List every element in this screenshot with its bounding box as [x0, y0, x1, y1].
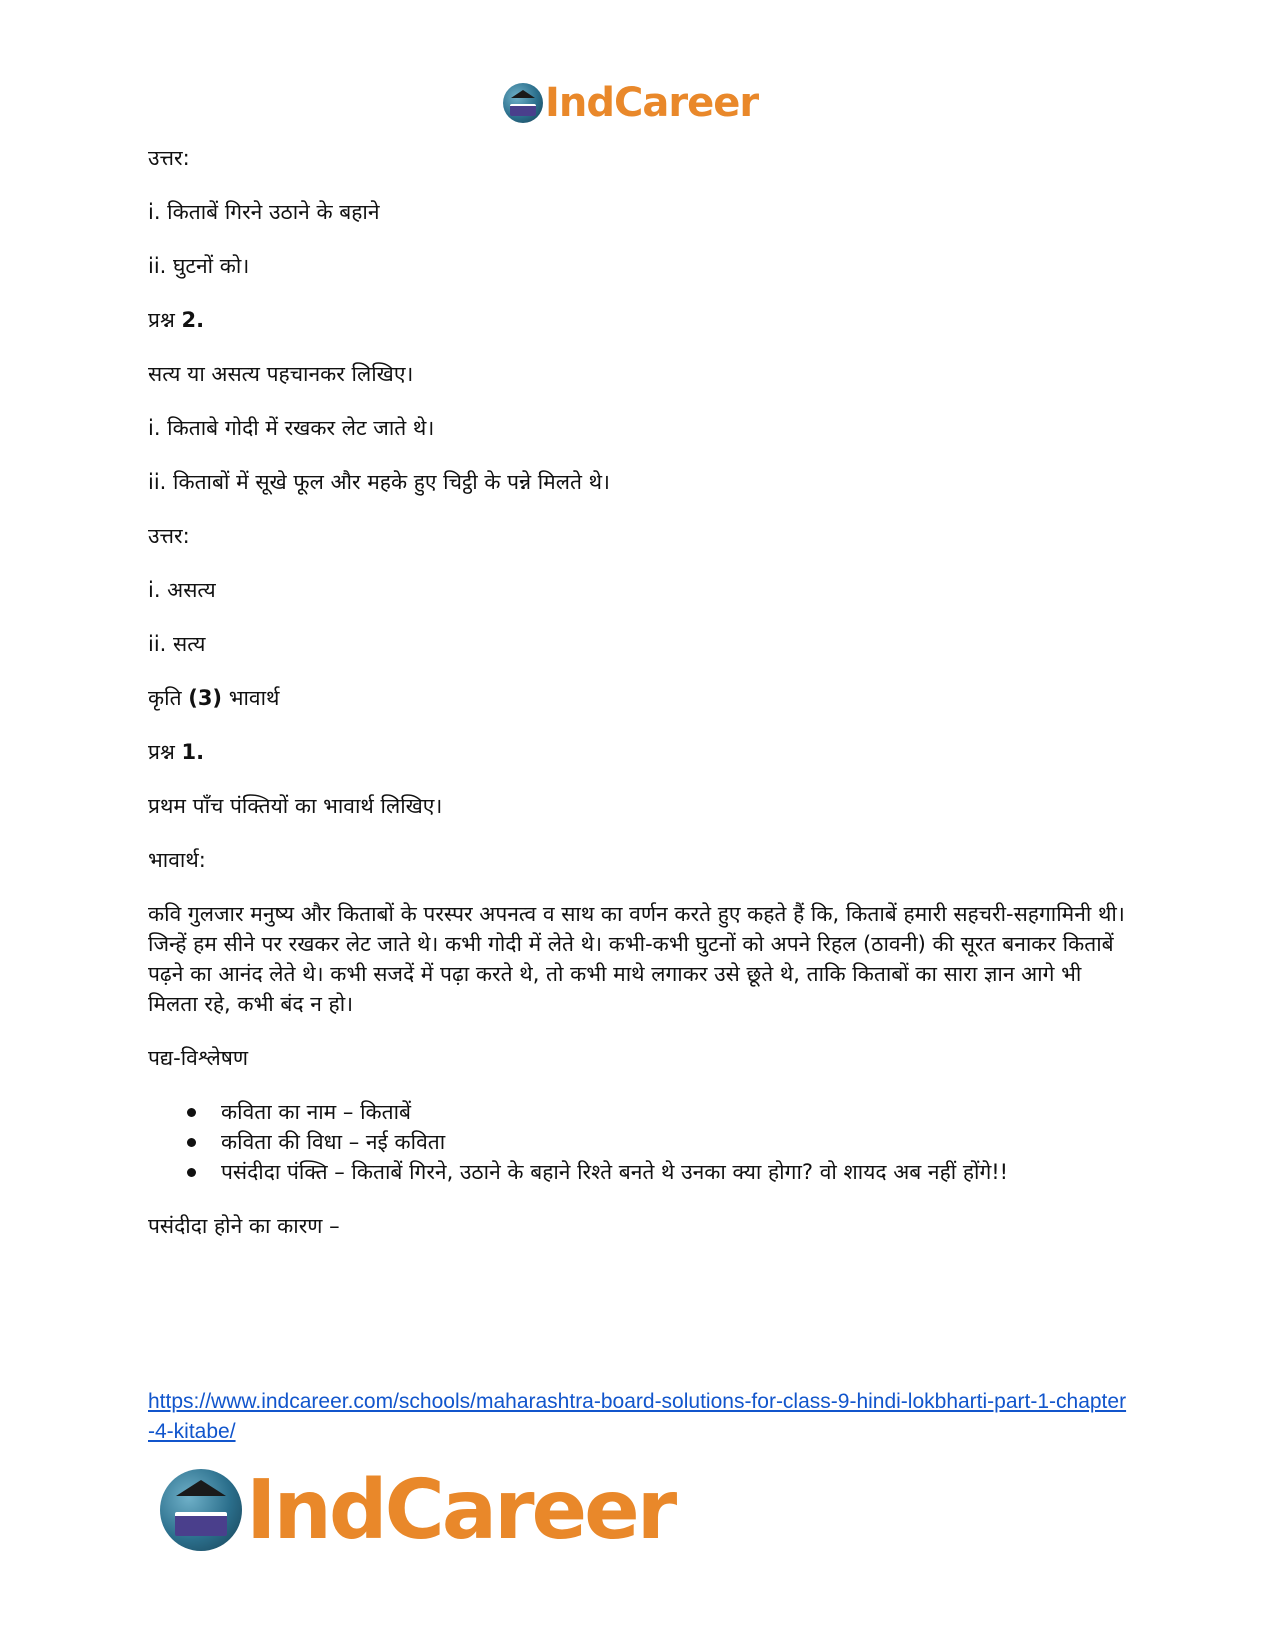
statement-line: ii. किताबों में सूखे फूल और महके हुए चिट्ठी के पन्ने मिलते थे।: [148, 470, 610, 494]
list-item: कविता की विधा – नई कविता: [221, 1127, 1128, 1157]
question-text: प्रथम पाँच पंक्तियों का भावार्थ लिखिए।: [148, 794, 443, 818]
bhavarth-heading: भावार्थ:: [148, 848, 206, 872]
analysis-list: [148, 1097, 1128, 1187]
question-label: प्रश्न: [148, 308, 182, 332]
footer-logo: [160, 1460, 674, 1560]
footer-logo-text: IndCareer: [246, 1462, 675, 1558]
analysis-heading: पद्य-विश्लेषण: [148, 1046, 249, 1070]
answer-heading: उत्तर:: [148, 146, 190, 170]
section-title: भावार्थ: [222, 686, 280, 710]
section-heading: [148, 683, 1128, 713]
question-heading: [148, 305, 1128, 335]
question-number: 2.: [181, 308, 205, 332]
reason-heading: पसंदीदा होने का कारण –: [148, 1214, 340, 1238]
list-item: पसंदीदा पंक्ति – किताबें गिरने, उठाने के बहाने रिश्ते बनते थे उनका क्या होगा? वो शायद अब नहीं होंगे!!: [221, 1157, 1128, 1187]
question-label: प्रश्न: [148, 740, 182, 764]
question-number: 1.: [181, 740, 205, 764]
answer-line: ii. घुटनों को।: [148, 254, 250, 278]
section-number: (3): [188, 686, 223, 710]
section-label: कृति: [148, 686, 189, 710]
answer-heading: उत्तर:: [148, 524, 190, 548]
answer-line: i. किताबें गिरने उठाने के बहाने: [148, 200, 380, 224]
graduation-globe-icon: [160, 1469, 242, 1551]
answer-line: ii. सत्य: [148, 632, 206, 656]
question-heading: [148, 737, 1128, 767]
question-text: सत्य या असत्य पहचानकर लिखिए।: [148, 362, 414, 386]
bhavarth-paragraph: कवि गुलजार मनुष्य और किताबों के परस्पर अपनत्व व साथ का वर्णन करते हुए कहते हैं कि, किताबें हमारी सहचरी-सहगामिनी थी। जिन्हें हम सीने पर रखकर लेट जाते थे। कभी गोदी में लेते थे। कभी-कभी घुटनों को अपने रिहल (ठावनी) की सूरत बनाकर किताबें पढ़ने का आनंद लेते थे। कभी सजदें में पढ़ा करते थे, तो कभी माथे लगाकर उसे छूते थे, ताकि किताबों का सारा ज्ञान आगे भी मिलता रहे, कभी बंद न हो।: [148, 902, 1125, 1016]
header-logo-text: IndCareer: [545, 80, 759, 126]
header-logo: [503, 78, 758, 128]
list-item: कविता का नाम – किताबें: [221, 1097, 1128, 1127]
source-link[interactable]: https://www.indcareer.com/schools/maharashtra-board-solutions-for-class-9-hindi-lokbharti-part-1-chapter-4-kitabe/: [148, 1390, 1127, 1443]
statement-line: i. किताबे गोदी में रखकर लेट जाते थे।: [148, 416, 435, 440]
document-body: [148, 143, 1128, 1265]
answer-line: i. असत्य: [148, 578, 216, 602]
graduation-globe-icon: [503, 83, 543, 123]
